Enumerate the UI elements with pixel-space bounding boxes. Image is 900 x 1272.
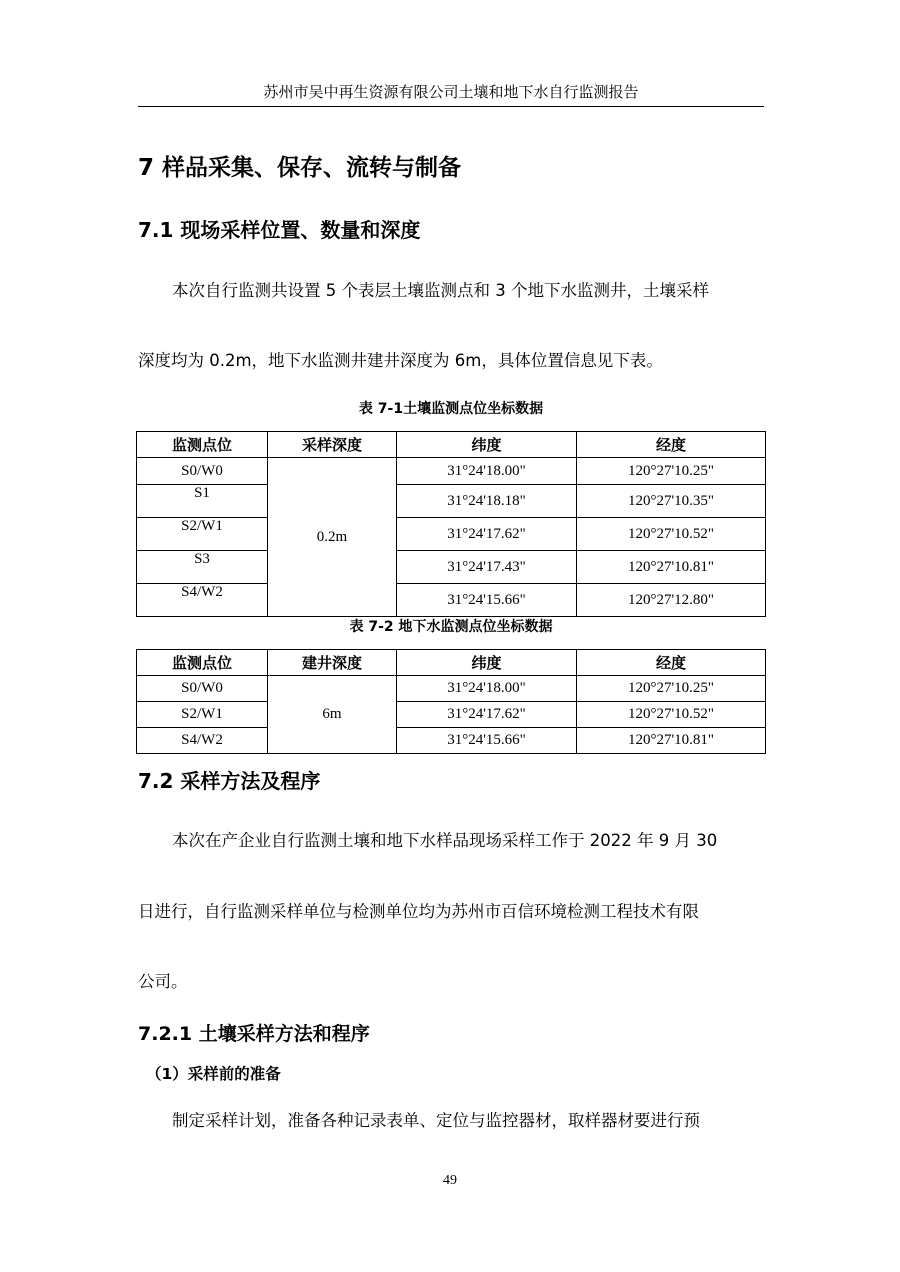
section-7-heading: 7 样品采集、保存、流转与制备 <box>138 155 462 181</box>
header-cell: 监测点位 <box>137 432 268 458</box>
table-row <box>137 584 766 617</box>
latitude-cell: 31°24'18.00" <box>397 458 577 485</box>
table-row <box>137 728 766 754</box>
header-cell: 监测点位 <box>137 650 268 676</box>
point-cell: S2/W1 <box>137 518 268 551</box>
point-cell: S4/W2 <box>137 728 268 754</box>
table-header-row <box>137 432 766 458</box>
point-cell: S4/W2 <box>137 584 268 617</box>
header-cell: 采样深度 <box>268 432 397 458</box>
groundwater-monitoring-table <box>136 649 766 754</box>
section-7-2-heading: 7.2 采样方法及程序 <box>138 769 321 793</box>
table-row <box>137 676 766 702</box>
section-7-1-paragraph-line-1: 本次自行监测共设置 5 个表层土壤监测点和 3 个地下水监测井，土壤采样 <box>172 281 709 300</box>
header-cell: 建井深度 <box>268 650 397 676</box>
section-7-2-paragraph-line-2: 日进行，自行监测采样单位与检测单位均为苏州市百信环境检测工程技术有限 <box>138 902 699 921</box>
point-cell: S3 <box>137 551 268 584</box>
table-header-row <box>137 650 766 676</box>
table-7-1-caption: 表 7-1土壤监测点位坐标数据 <box>358 401 544 417</box>
longitude-cell: 120°27'10.35" <box>577 485 766 518</box>
table-row <box>137 702 766 728</box>
table-row <box>137 518 766 551</box>
table-7-2-caption: 表 7-2 地下水监测点位坐标数据 <box>349 619 553 635</box>
latitude-cell: 31°24'15.66" <box>397 728 577 754</box>
longitude-cell: 120°27'12.80" <box>577 584 766 617</box>
depth-cell: 0.2m <box>268 458 397 617</box>
longitude-cell: 120°27'10.52" <box>577 518 766 551</box>
section-7-1-paragraph-line-2: 深度均为 0.2m，地下水监测井建井深度为 6m，具体位置信息见下表。 <box>138 351 663 370</box>
section-7-2-1-heading: 7.2.1 土壤采样方法和程序 <box>138 1023 370 1045</box>
section-7-2-paragraph-line-1: 本次在产企业自行监测土壤和地下水样品现场采样工作于 2022 年 9 月 30 <box>172 831 718 850</box>
depth-cell: 6m <box>268 676 397 754</box>
section-7-2-paragraph-line-3: 公司。 <box>138 972 188 991</box>
header-cell: 经度 <box>577 432 766 458</box>
header-cell: 纬度 <box>397 432 577 458</box>
latitude-cell: 31°24'18.18" <box>397 485 577 518</box>
section-7-1-heading: 7.1 现场采样位置、数量和深度 <box>138 218 421 242</box>
subsection-heading: （1）采样前的准备 <box>146 1065 281 1083</box>
header-rule <box>138 106 764 107</box>
point-cell: S2/W1 <box>137 702 268 728</box>
point-cell: S1 <box>137 485 268 518</box>
latitude-cell: 31°24'15.66" <box>397 584 577 617</box>
longitude-cell: 120°27'10.25" <box>577 458 766 485</box>
latitude-cell: 31°24'17.62" <box>397 518 577 551</box>
latitude-cell: 31°24'17.43" <box>397 551 577 584</box>
latitude-cell: 31°24'17.62" <box>397 702 577 728</box>
latitude-cell: 31°24'18.00" <box>397 676 577 702</box>
longitude-cell: 120°27'10.81" <box>577 551 766 584</box>
table-row <box>137 485 766 518</box>
point-cell: S0/W0 <box>137 676 268 702</box>
section-7-2-1-paragraph-line-1: 制定采样计划，准备各种记录表单、定位与监控器材，取样器材要进行预 <box>172 1111 700 1130</box>
point-cell: S0/W0 <box>137 458 268 485</box>
table-row <box>137 458 766 485</box>
soil-monitoring-table <box>136 431 766 617</box>
longitude-cell: 120°27'10.25" <box>577 676 766 702</box>
longitude-cell: 120°27'10.52" <box>577 702 766 728</box>
longitude-cell: 120°27'10.81" <box>577 728 766 754</box>
table-row <box>137 551 766 584</box>
running-header: 苏州市吴中再生资源有限公司土壤和地下水自行监测报告 <box>263 83 639 101</box>
header-cell: 经度 <box>577 650 766 676</box>
header-cell: 纬度 <box>397 650 577 676</box>
page-number: 49 <box>443 1173 457 1188</box>
